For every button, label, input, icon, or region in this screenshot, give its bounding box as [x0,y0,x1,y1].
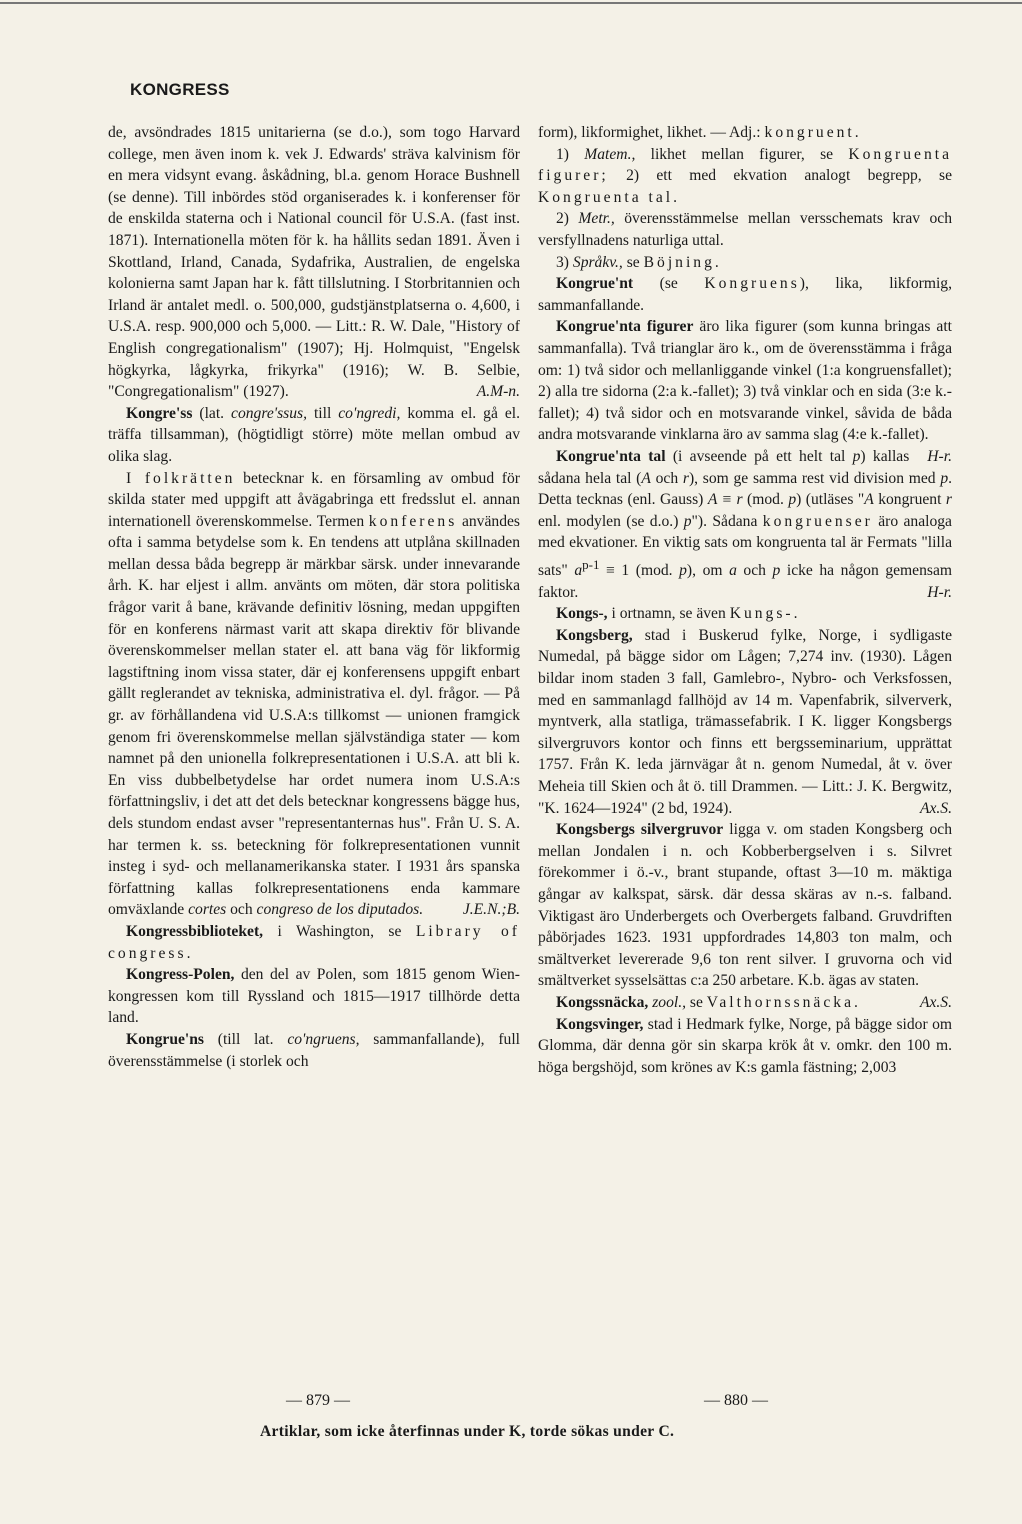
paragraph-metr: 2) Metr., överensstämmelse mellan versschemats krav och versfyllnadens naturliga uttal. [538,210,953,249]
signature: Ax.S. [919,799,952,817]
entry-headword: Kongressbiblioteket, [126,922,264,940]
signature: J.E.N.;B. [462,901,520,919]
signature: H-r. [927,583,952,601]
entry-headword: Kongre'ss [126,404,193,422]
top-rule [0,2,1022,4]
signature: H-r. [927,447,952,465]
entry-kongs: Kongs-, i ortnamn, se även Kungs-. [556,605,801,623]
entry-headword: Kongrue'ns [126,1030,204,1048]
paragraph-sprakv: 3) Språkv., se Böjning. [556,253,722,271]
entry-kongress-polen: Kongress-Polen, den del av Polen, som 1815 genom Wien-kongressen kom till Ryssland och 1815—1917 tillhörde detta land. [108,966,520,1027]
page-number-right: — 880 — [704,1392,768,1409]
entry-headword: Kongssnäcka, [556,993,649,1011]
entry-headword: Kongress-Polen, [126,966,235,984]
entry-headword: Kongrue'nta figurer [556,318,694,336]
paragraph-kongruens-cont: form), likformighet, likhet. — Adj.: kongruent. [538,124,862,141]
entry-headword: Kongrue'nta tal [556,447,666,465]
entry-kongressbiblioteket: Kongressbiblioteket, i Washington, se Library of congress. [108,922,520,962]
entry-kongruent: Kongrue'nt (se Kongruens), lika, likformig, sammanfallande. [538,275,952,314]
paragraph-matem: 1) Matem., likhet mellan figurer, se Kongruenta figurer; 2) ett med ekvation analogt begrepp, se Kongruenta tal. [538,145,952,206]
entry-kongssnacka: Kongssnäcka, zool., se Valthornssnäcka. [556,993,861,1011]
running-head: KONGRESS [130,80,230,99]
footer-note: Artiklar, som icke återfinnas under K, torde sökas under C. [260,1423,675,1440]
page-number-left: — 879 — [286,1392,350,1409]
right-column [538,122,952,1078]
entry-headword: Kongsbergs silvergruvor [556,821,724,839]
entry-kongsberg: Kongsberg, stad i Buskerud fylke, Norge, i sydligaste Numedal, på bägge sidor om Lågen; 7,274 inv. (1930). Lågen bildar inom staden 3 fall, Gamlebro-, Nybro- och Verksfossen, med en sammanlagd fallhöjd av 14 m. Vapenfabrik, silververk, myntverk, alla statliga, trämassefabrik. I K. ligger Kongsbergs silvergruvors kontor och finns ett bergsseminarium, upprättat 1757. Från K. leda järnvägar åt n. genom Numedal, åt v. över Meheia till Skien och åt ö. till Drammen. — Litt.: J. K. Bergwitz, "K. 1624—1924" (2 bd, 1924). Ax.S. [538,625,952,819]
entry-headword: Kongsberg, [556,626,633,644]
entry-kongruenta-figurer: Kongrue'nta figurer äro lika figurer (som kunna bringas att sammanfalla). Två trianglar äro k., om de överensstämma i fråga om: 1) två sidor och mellanliggande vinkel (1:a kongruensfallet); 2) alla tre sidorna (2:a k.-fallet); 3) två vinklar och en sida (3:e k.-fallet); 4) två sidor och en motsvarande vinkel, såvida de båda andra motsvarande vinklarna äro av samma slag (4:e k.-fallet). H-r. [538,316,952,446]
paragraph-folkratten: I folkrätten betecknar k. en församling av ombud för skilda stater med uppgift att åvägabringa ett fredsslut el. annan internationell överenskommelse. Termen konferens användes ofta i samma betydelse som k. En tendens att utplåna skillnaden mellan dessa båda begrepp är märkbar särsk. under innevarande årh. K. har eljest i allm. använts om möten, där stora politiska frågor varit å bane, krävande definitiv lösning, medan uppgiften för en konferens närmast varit att skapa direktiv för blivande överenskommelser mellan stater el. att bana väg för likformig lagstiftning inom vissa stater, där ej konferensens uppgift enbart gällt reglerandet av tekniska, administrativa el. dyl. frågor. — På gr. av förhållandena vid U.S.A:s tillkomst — unionen framgick genom fri överenskommelse mellan självständiga stater — kom namnet på den unionella folkrepresentationen i U.S.A. att bli k. En viss dubbelbetydelse har ordet numera inom U.S.A:s författningsliv, i det att det dels betecknar kongressens bägge hus, dels stundom endast avser "representanternas hus". Från U. S. A. har termen k. ss. beteckning för folkrepresentationen vunnit insteg i syd- och mellanamerikanska stater. I 1931 års spanska författning kallas folkrepresentationens enda kammare omväxlande cortes och congreso de los diputados. J.E.N.;B. [108,468,520,921]
entry-headword: Kongsvinger, [556,1015,644,1033]
entry-kongruenta-tal: Kongrue'nta tal (i avseende på ett helt tal p) kallas sådana hela tal (A och r), som ge samma rest vid division med p. Detta tecknas (enl. Gauss) A ≡ r (mod. p) (utläses "A kongruent r enl. modylen (se d.o.) p"). Sådana kongruenser äro analoga med ekvationer. En viktig sats om kongruenta tal är Fermats "lilla sats" $a^{p-1} \equiv 1$ (mod. p), om a och p icke ha någon gemensam faktor. H-r. [538,446,952,603]
entry-kongruens: Kongrue'ns (till lat. co'ngruens, sammanfallande), full överensstämmelse (i storlek och [108,1030,520,1070]
entry-kongsbergs-silvergruvor: Kongsbergs silvergruvor ligga v. om staden Kongsberg och mellan Jondalen i n. och Kobberbergselven i s. Silvret förekommer i ö.-v., brant stupande, oftast 3—10 m. mäktiga gångar av kalkspat, särsk. där dessa skäras av n.-s. falband. Viktigast äro Underbergets och Overbergets falband. Gruvdriften påbörjades 1623. 1931 uppfordrades 14,803 ton malm, och smältverket levererade 9,6 ton rent silver. I gruvorna och vid smältverket sysselsättas c:a 250 arbetare. K.b. ägas av staten. Ax.S. [538,819,952,992]
entry-headword: Kongs-, [556,605,608,623]
formula: a [574,562,583,580]
entry-headword: Kongrue'nt [556,275,634,293]
left-column [108,122,520,1072]
formula: A ≡ r [707,491,743,509]
entry-kongress: Kongre'ss (lat. congre'ssus, till co'ngredi, komma el. gå el. träffa tillsamman), (högtidligt större) möte mellan ombud av olika slag. [108,404,520,465]
signature: Ax.S. [919,993,952,1011]
entry-kongsvinger: Kongsvinger, stad i Hedmark fylke, Norge, på bägge sidor om Glomma, där denna gör sin skarpa krök åt v. omkr. den 100 m. höga bergshöjd, som krönes av K:s gamla fästning; 2,003 [538,1015,952,1076]
signature: A.M-n. [476,383,520,401]
paragraph-congregationalism: de, avsöndrades 1815 unitarierna (se d.o.), som togo Harvard college, men även inom k. vek J. Edwards' sträva kalvinism för en mera vidsynt evang. åskådning, bl.a. genom Horace Bushnell (se denne). Till inbördes stöd organiserades k. i konferenser för de enskilda staterna och i National council för U.S.A. (fast inst. 1871). Internationella möten för k. ha hållits sedan 1891. Även i Skottland, Irland, Canada, Sydafrika, Australien, de engelska kolonierna samt Japan har k. fått tillslutning. I Storbritannien och Irland är antalet medl. o. 500,000, gudstjänstplatserna o. 4,600, i U.S.A. resp. 900,000 och 5,000. — Litt.: R. W. Dale, "History of English congregationalism" (1907); Hj. Holmquist, "Engelsk högkyrka, lågkyrka, frikyrka" (1916); W. B. Selbie, "Congregationalism" (1927). A.M-n. [108,122,520,403]
